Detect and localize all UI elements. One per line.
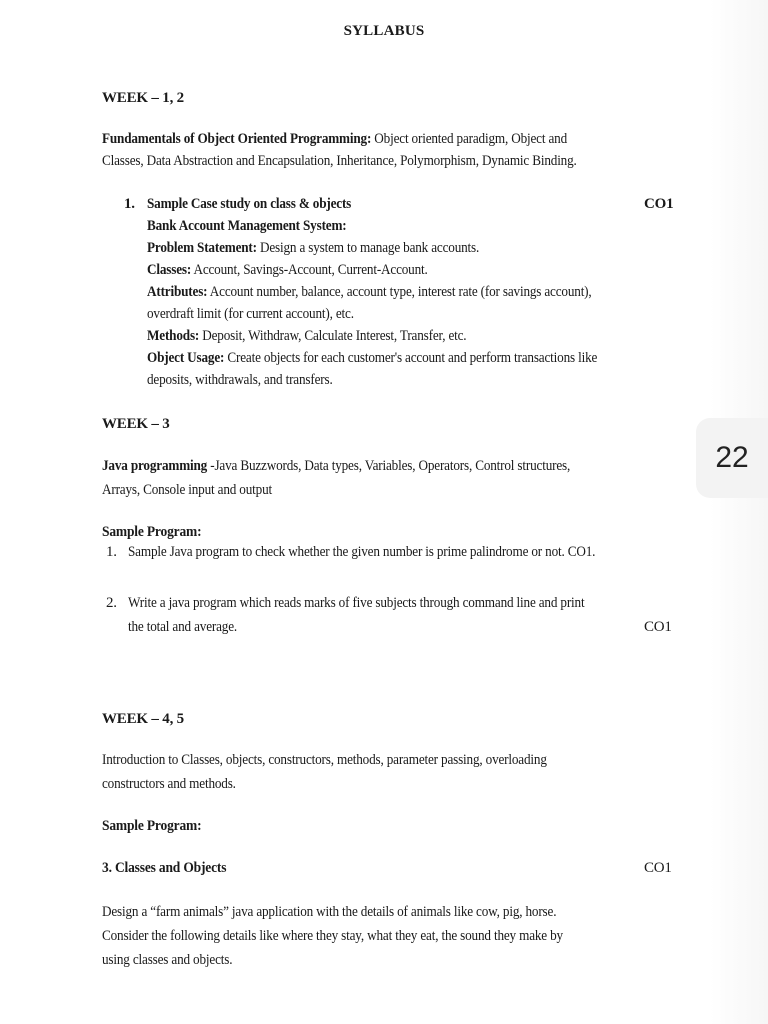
week3-item2-line2: the total and average. bbox=[128, 619, 238, 635]
week45-desc-line2: Consider the following details like where they stay, what they eat, the sound they make by bbox=[102, 928, 563, 944]
week12-intro-line1 bbox=[102, 128, 567, 150]
week45-item-co: CO1 bbox=[644, 860, 672, 876]
page-number-badge bbox=[696, 418, 768, 498]
usage-label: Object Usage: bbox=[147, 350, 225, 366]
week45-intro-line1: Introduction to Classes, objects, constructors, methods, parameter passing, overloading bbox=[102, 752, 547, 768]
week3-intro-line1 bbox=[102, 455, 570, 477]
page-number: 22 bbox=[715, 441, 749, 474]
week12-intro-bold: Fundamentals of Object Oriented Programming: bbox=[102, 131, 372, 147]
week45-sample-heading: Sample Program: bbox=[102, 818, 202, 834]
week45-intro-line2: constructors and methods. bbox=[102, 776, 236, 792]
problem-statement bbox=[147, 237, 479, 259]
week45-desc-line3: using classes and objects. bbox=[102, 952, 233, 968]
week3-sample-heading: Sample Program: bbox=[102, 524, 202, 540]
week12-intro-line2: Classes, Data Abstraction and Encapsulation, Inheritance, Polymorphism, Dynamic Binding. bbox=[102, 153, 577, 169]
week12-item-number: 1. bbox=[124, 196, 135, 212]
problem-label: Problem Statement: bbox=[147, 240, 257, 256]
week3-item2-number: 2. bbox=[106, 595, 117, 611]
attributes-text: Account number, balance, account type, interest rate (for savings account), bbox=[207, 284, 592, 300]
attributes-label: Attributes: bbox=[147, 284, 208, 300]
week12-item-title: Sample Case study on class & objects bbox=[147, 196, 352, 212]
bank-system-name: Bank Account Management System: bbox=[147, 218, 347, 234]
methods-text: Deposit, Withdraw, Calculate Interest, Transfer, etc. bbox=[199, 328, 467, 344]
classes-text: Account, Savings-Account, Current-Account. bbox=[191, 262, 428, 278]
classes-line bbox=[147, 259, 428, 281]
week45-desc-line1: Design a “farm animals” java application with the details of animals like cow, pig, horse. bbox=[102, 904, 557, 920]
week12-intro-rest: Object oriented paradigm, Object and bbox=[371, 131, 567, 147]
week45-item-title: 3. Classes and Objects bbox=[102, 860, 227, 876]
week3-item1-number: 1. bbox=[106, 544, 117, 560]
classes-label: Classes: bbox=[147, 262, 192, 278]
problem-text: Design a system to manage bank accounts. bbox=[256, 240, 480, 256]
usage-line2: deposits, withdrawals, and transfers. bbox=[147, 372, 333, 388]
attributes-line1 bbox=[147, 281, 592, 303]
page-title: SYLLABUS bbox=[343, 23, 425, 39]
week3-intro-rest: -Java Buzzwords, Data types, Variables, Operators, Control structures, bbox=[207, 458, 571, 474]
methods-label: Methods: bbox=[147, 328, 200, 344]
usage-line1 bbox=[147, 347, 597, 369]
week12-item-co: CO1 bbox=[644, 196, 674, 212]
week-heading-3: WEEK – 3 bbox=[102, 416, 170, 432]
week3-item2-co: CO1 bbox=[644, 619, 672, 635]
week-heading-1-2: WEEK – 1, 2 bbox=[102, 90, 184, 106]
usage-text: Create objects for each customer's account and perform transactions like bbox=[224, 350, 598, 366]
week3-item2-line1: Write a java program which reads marks of five subjects through command line and print bbox=[128, 595, 585, 611]
methods-line bbox=[147, 325, 466, 347]
week3-item1-text: Sample Java program to check whether the given number is prime palindrome or not. CO1. bbox=[128, 544, 596, 560]
week3-intro-line2: Arrays, Console input and output bbox=[102, 482, 272, 498]
week-heading-4-5: WEEK – 4, 5 bbox=[102, 711, 184, 727]
week3-intro-bold: Java programming bbox=[102, 458, 208, 474]
viewer-side-strip bbox=[710, 0, 768, 1024]
attributes-line2: overdraft limit (for current account), etc. bbox=[147, 306, 354, 322]
